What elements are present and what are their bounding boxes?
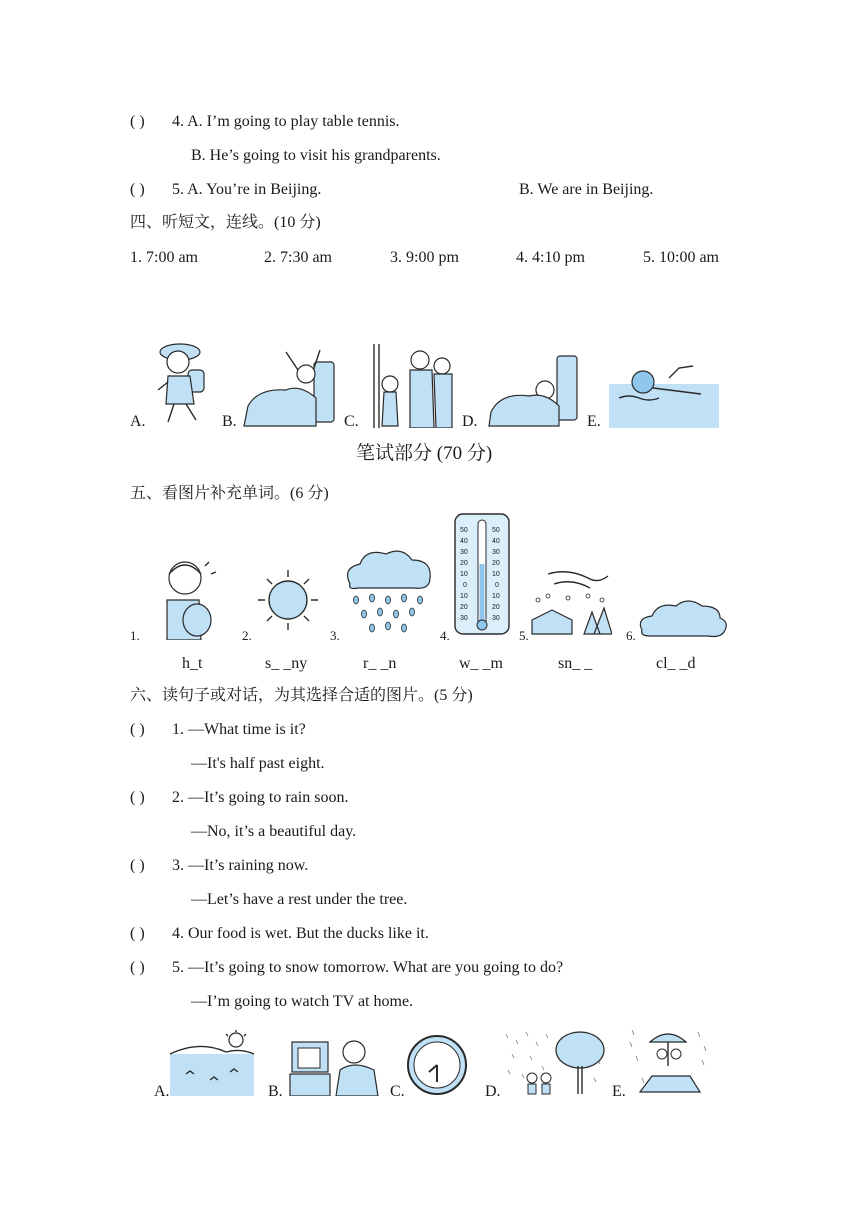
- part6-heading: 六、读句子或对话，为其选择合适的图片。(5 分): [130, 687, 473, 704]
- p6-q3-paren[interactable]: ( ): [130, 857, 145, 874]
- therm-right-neg20: 20: [492, 604, 500, 611]
- p6-q4-line1: 4. Our food is wet. But the ducks like it.: [172, 925, 429, 942]
- part4-label-e: E.: [587, 413, 601, 430]
- part6-label-b: B.: [268, 1083, 283, 1100]
- sunny-meadow-picture: [170, 1030, 254, 1096]
- part5-num-1: 1.: [130, 628, 140, 643]
- q5-option-b: B. We are in Beijing.: [519, 181, 654, 198]
- part4-heading: 四、听短文，连线。(10 分): [130, 214, 321, 231]
- therm-right-10: 10: [492, 571, 500, 578]
- q4-paren[interactable]: ( ): [130, 113, 145, 130]
- therm-left-40: 40: [460, 538, 468, 545]
- therm-right-0: 0: [495, 582, 499, 589]
- word-warm[interactable]: w_ _m: [459, 655, 503, 672]
- time-3: 3. 9:00 pm: [390, 249, 459, 266]
- part5-num-3: 3.: [330, 628, 340, 643]
- cloud-picture: [636, 596, 730, 640]
- q4-option-b: B. He’s going to visit his grandparents.: [191, 147, 441, 164]
- visiting-grandparents-picture: [370, 344, 456, 428]
- therm-left-neg20: 20: [460, 604, 468, 611]
- word-sunny[interactable]: s_ _ny: [265, 655, 308, 672]
- therm-left-neg30: 30: [460, 615, 468, 622]
- part6-label-e: E.: [612, 1083, 626, 1100]
- time-2: 2. 7:30 am: [264, 249, 332, 266]
- therm-right-neg10: 10: [492, 593, 500, 600]
- time-5: 5. 10:00 am: [643, 249, 719, 266]
- p6-q5-line2: —I’m going to watch TV at home.: [191, 993, 414, 1010]
- therm-right-30: 30: [492, 549, 500, 556]
- sleeping-picture: [485, 352, 581, 428]
- therm-left-0: 0: [463, 582, 467, 589]
- q5-option-a: 5. A. You’re in Beijing.: [172, 181, 322, 198]
- part5-num-5: 5.: [519, 628, 529, 643]
- waking-up-picture: [238, 346, 338, 428]
- swimming-picture: [609, 364, 719, 428]
- part5-num-6: 6.: [626, 628, 636, 643]
- watching-tv-picture: [288, 1030, 384, 1096]
- part5-num-4: 4.: [440, 628, 450, 643]
- therm-right-neg30: 30: [492, 615, 500, 622]
- p6-q5-line1: 5. —It’s going to snow tomorrow. What are you going to do?: [172, 959, 564, 976]
- time-4: 4. 4:10 pm: [516, 249, 585, 266]
- therm-left-neg10: 10: [460, 593, 468, 600]
- sun-picture: [254, 566, 322, 634]
- therm-left-10: 10: [460, 571, 468, 578]
- part5-num-2: 2.: [242, 628, 252, 643]
- part6-label-d: D.: [485, 1083, 501, 1100]
- q5-paren[interactable]: ( ): [130, 181, 145, 198]
- time-1: 1. 7:00 am: [130, 249, 198, 266]
- therm-left-50: 50: [460, 527, 468, 534]
- rain-tree-picture: [502, 1030, 606, 1096]
- part6-label-a: A.: [154, 1083, 170, 1100]
- school-girl-picture: [150, 338, 212, 428]
- part6-label-c: C.: [390, 1083, 405, 1100]
- p6-q1-line1: 1. —What time is it?: [172, 721, 306, 738]
- part4-label-b: B.: [222, 413, 237, 430]
- hot-boy-picture: [155, 556, 225, 640]
- p6-q1-line2: —It's half past eight.: [191, 755, 325, 772]
- snow-picture: [528, 568, 612, 636]
- p6-q4-paren[interactable]: ( ): [130, 925, 145, 942]
- part4-label-a: A.: [130, 413, 146, 430]
- therm-right-20: 20: [492, 560, 500, 567]
- p6-q2-line2: —No, it’s a beautiful day.: [191, 823, 357, 840]
- word-rain[interactable]: r_ _n: [363, 655, 397, 672]
- therm-right-50: 50: [492, 527, 500, 534]
- rain-cloud-picture: [342, 546, 434, 636]
- part5-heading: 五、看图片补充单词。(6 分): [130, 485, 329, 502]
- clock-picture: [406, 1034, 468, 1096]
- therm-left-20: 20: [460, 560, 468, 567]
- written-section-title: 笔试部分 (70 分): [356, 443, 493, 464]
- p6-q3-line2: —Let’s have a rest under the tree.: [191, 891, 408, 908]
- part4-label-d: D.: [462, 413, 478, 430]
- word-snow[interactable]: sn_ _: [558, 655, 593, 672]
- therm-left-30: 30: [460, 549, 468, 556]
- thermometer-picture: [454, 512, 510, 636]
- word-hot[interactable]: h_t: [182, 655, 203, 672]
- p6-q2-paren[interactable]: ( ): [130, 789, 145, 806]
- rain-picnic-picture: [628, 1026, 708, 1096]
- p6-q5-paren[interactable]: ( ): [130, 959, 145, 976]
- p6-q3-line1: 3. —It’s raining now.: [172, 857, 309, 874]
- therm-right-40: 40: [492, 538, 500, 545]
- q4-option-a: 4. A. I’m going to play table tennis.: [172, 113, 400, 130]
- word-cloud[interactable]: cl_ _d: [656, 655, 696, 672]
- p6-q1-paren[interactable]: ( ): [130, 721, 145, 738]
- part4-label-c: C.: [344, 413, 359, 430]
- p6-q2-line1: 2. —It’s going to rain soon.: [172, 789, 349, 806]
